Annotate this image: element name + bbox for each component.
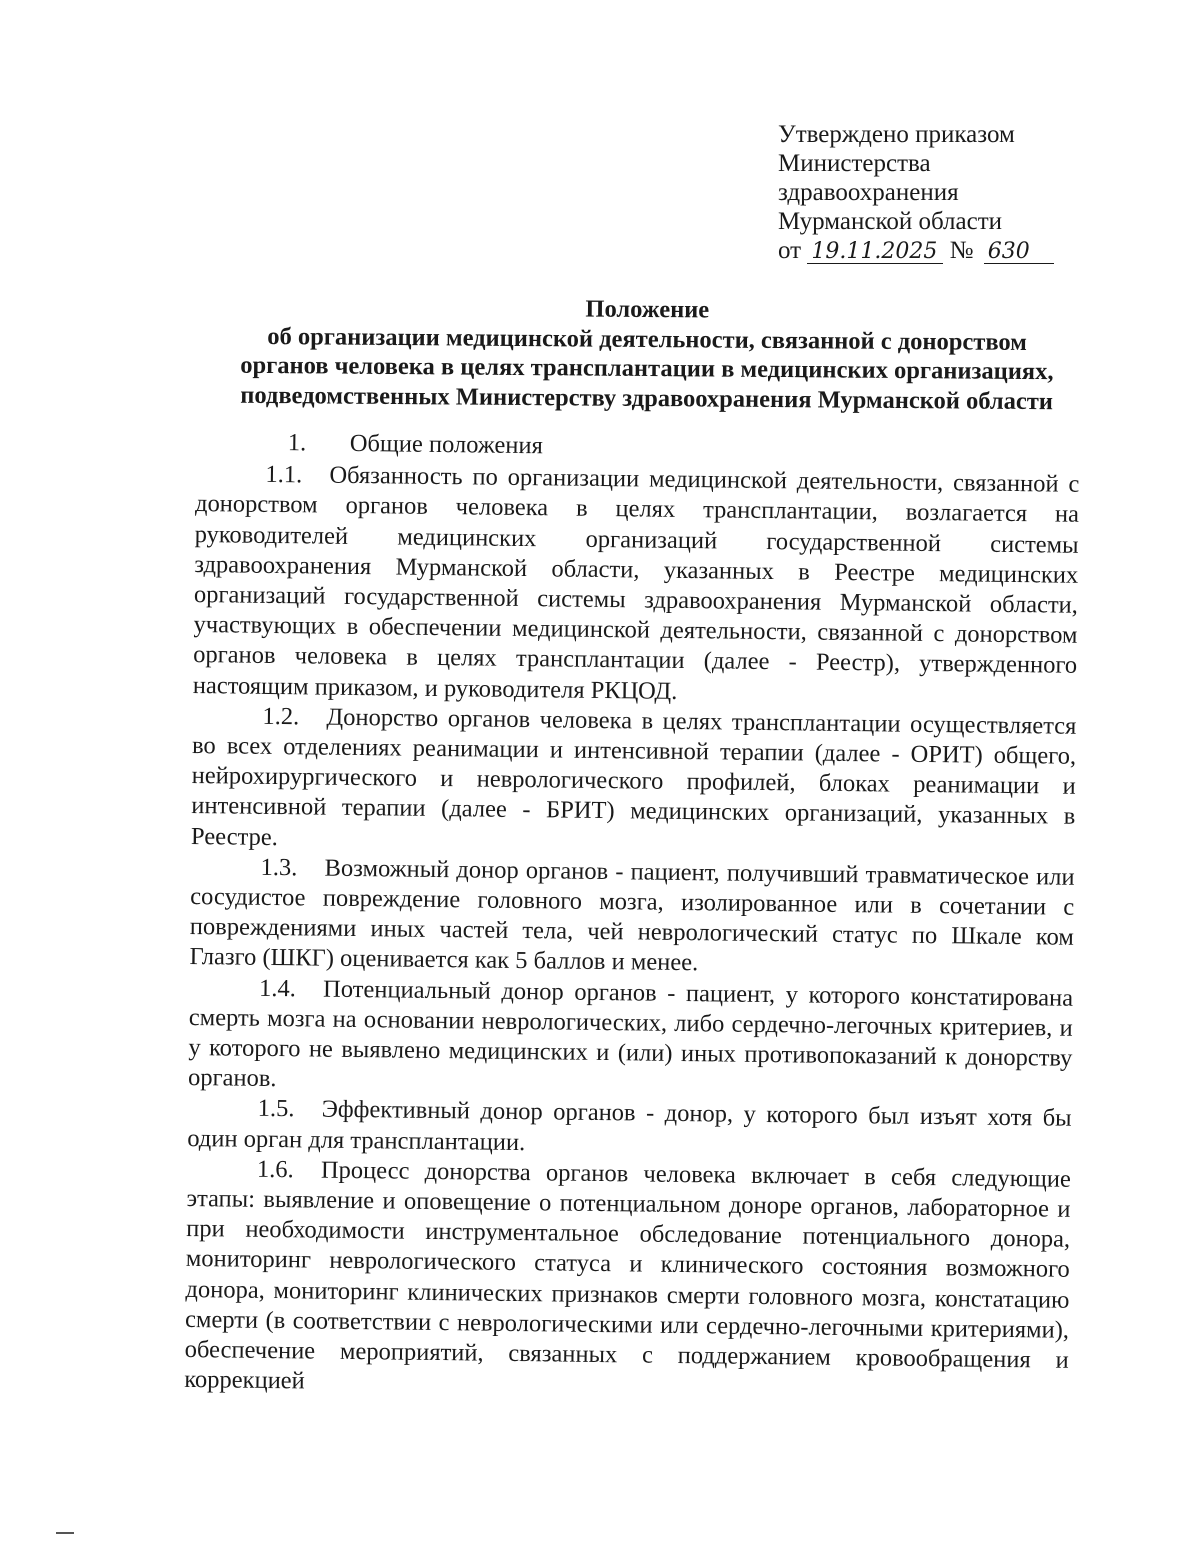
paragraph-1-5	[187, 1093, 1072, 1164]
approval-date-line	[778, 236, 1078, 265]
approval-line: Мурманской области	[778, 208, 1003, 235]
paragraph-text: Потенциальный донор органов - пациент, у которого констатирована смерть мозга на основании неврологических, либо сердечно-легочных критериев, и у которого не выявлено медицинских и (или) иных противопоказаний к донорству органов.	[187, 975, 1074, 1093]
paragraph-text: Возможный донор органов - пациент, получивший травматическое или сосудистое повреждение головного мозга, изолированное или в сочетании с повреждениями иных частей тела, чей неврологический статус по Шкале ком Глазго (ШКГ) оценивается как 5 баллов и менее.	[189, 854, 1075, 977]
paragraph-text: Обязанность по организации медицинской деятельности, связанной с донорством органов человека в целях трансплантации, возлагается на руководителей медицинских организаций государственной системы здравоохранения Мурманской области, указанных в Реестре медицинских организаций государственной системы здравоохранения Мурманской области, участвующих в обеспечении медицинской деятельности, связанной с донорством органов человека в целях трансплантации (далее - Реестр), утвержденного настоящим приказом, и руководителя РКЦОД.	[192, 461, 1080, 705]
paragraph-number: 1.1.	[265, 461, 303, 489]
paragraph-1-2	[191, 701, 1077, 863]
document-title	[212, 292, 1083, 417]
paragraph-text: Эффективный донор органов - донор, у которого был изъят хотя бы один орган для трансплантации.	[187, 1096, 1072, 1156]
section-number: 1.	[287, 429, 307, 457]
paragraph-text: Донорство органов человека в целях трансплантации осуществляется во всех отделениях реанимации и интенсивной терапии (далее - ОРИТ) общего, нейрохирургического и неврологического профилей, блоках реанимации и интенсивной терапии (далее - БРИТ) медицинских организаций, указанных в Реестре.	[190, 703, 1077, 851]
paragraph-number: 1.3.	[260, 853, 298, 882]
paragraph-number: 1.2.	[262, 702, 300, 731]
paragraph-number: 1.5.	[257, 1095, 295, 1123]
title-line: подведомственных Министерству здравоохранения Мурманской области	[240, 381, 1054, 415]
document-body	[184, 427, 1080, 1406]
handwritten-order-number: 630	[984, 241, 1054, 264]
paragraph-1-1	[193, 459, 1080, 711]
approval-line: здравоохранения	[778, 179, 959, 206]
paragraph-1-6	[184, 1154, 1071, 1406]
title-line: об организации медицинской деятельности, связанной с донорством	[267, 322, 1028, 356]
paragraph-number: 1.4.	[258, 974, 297, 1002]
handwritten-date: 19.11.2025	[807, 241, 943, 264]
approval-block	[778, 120, 1078, 265]
title-line: Положение	[585, 295, 710, 324]
title-line: органов человека в целях трансплантации в медицинских организациях,	[240, 351, 1054, 386]
section-title: Общие положения	[349, 429, 543, 460]
date-prefix: от	[778, 237, 802, 264]
paragraph-1-4	[188, 973, 1073, 1105]
paragraph-1-3	[189, 852, 1074, 984]
number-sign: №	[949, 237, 974, 264]
scan-mark	[56, 1532, 74, 1534]
paragraph-number: 1.6.	[256, 1155, 294, 1184]
paragraph-text: Процесс донорства органов человека включает в себя следующие этапы: выявление и оповещение о потенциальном доноре органов, лабораторное и при необходимости инструментальное обследование потенциального донора, мониторинг неврологического статуса и клинического состояния возможного донора, мониторинг клинических признаков смерти головного мозга, констатацию смерти (в соответствии с неврологическими или сердечно-легочными критериями), обеспечение мероприятий, связанных с поддержанием кровообращения и коррекцией	[184, 1156, 1072, 1395]
approval-line: Утверждено приказом	[778, 121, 1015, 148]
approval-line: Министерства	[778, 150, 931, 177]
